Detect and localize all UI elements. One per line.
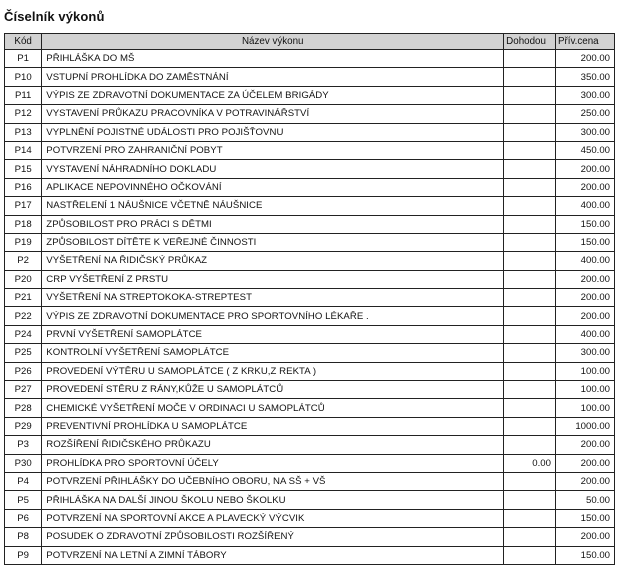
header-name: Název výkonu [42, 34, 504, 50]
cell-name: VYŠETŘENÍ NA ŘIDIČSKÝ PRŮKAZ [42, 252, 504, 270]
cell-code: P3 [5, 436, 42, 454]
cell-price: 100.00 [555, 381, 614, 399]
cell-agreed [504, 307, 556, 325]
cell-price: 200.00 [555, 160, 614, 178]
cell-price: 100.00 [555, 399, 614, 417]
cell-name: ZPŮSOBILOST DÍTĚTE K VEŘEJNÉ ČINNOSTI [42, 233, 504, 251]
table-row [5, 454, 615, 472]
cell-name: VYŠETŘENÍ NA STREPTOKOKA-STREPTEST [42, 289, 504, 307]
table-row [5, 86, 615, 104]
cell-agreed [504, 123, 556, 141]
cell-price: 50.00 [555, 491, 614, 509]
cell-price: 300.00 [555, 123, 614, 141]
cell-agreed [504, 197, 556, 215]
table-row [5, 362, 615, 380]
cell-price: 400.00 [555, 197, 614, 215]
cell-agreed [504, 528, 556, 546]
cell-agreed [504, 472, 556, 490]
cell-code: P27 [5, 381, 42, 399]
cell-code: P4 [5, 472, 42, 490]
cell-price: 200.00 [555, 472, 614, 490]
cell-agreed [504, 68, 556, 86]
cell-name: CRP VYŠETŘENÍ Z PRSTU [42, 270, 504, 288]
cell-price: 400.00 [555, 252, 614, 270]
table-row [5, 160, 615, 178]
table-row [5, 307, 615, 325]
cell-name: VYSTAVENÍ PRŮKAZU PRACOVNÍKA V POTRAVINÁŘSTVÍ [42, 105, 504, 123]
cell-price: 300.00 [555, 86, 614, 104]
table-row [5, 472, 615, 490]
cell-agreed [504, 160, 556, 178]
cell-name: POTVRZENÍ PRO ZAHRANIČNÍ POBYT [42, 141, 504, 159]
cell-code: P16 [5, 178, 42, 196]
cell-code: P19 [5, 233, 42, 251]
cell-code: P28 [5, 399, 42, 417]
cell-code: P22 [5, 307, 42, 325]
cell-name: PREVENTIVNÍ PROHLÍDKA U SAMOPLÁTCE [42, 417, 504, 435]
table-row [5, 528, 615, 546]
cell-code: P5 [5, 491, 42, 509]
cell-price: 200.00 [555, 289, 614, 307]
cell-agreed [504, 399, 556, 417]
table-row [5, 233, 615, 251]
table-row [5, 344, 615, 362]
cell-price: 350.00 [555, 68, 614, 86]
cell-code: P15 [5, 160, 42, 178]
cell-agreed [504, 105, 556, 123]
cell-name: APLIKACE NEPOVINNÉHO OČKOVÁNÍ [42, 178, 504, 196]
services-table [4, 33, 615, 565]
cell-code: P13 [5, 123, 42, 141]
table-row [5, 141, 615, 159]
cell-price: 150.00 [555, 509, 614, 527]
cell-agreed [504, 86, 556, 104]
cell-code: P25 [5, 344, 42, 362]
cell-name: POTVRZENÍ NA SPORTOVNÍ AKCE A PLAVECKÝ VÝCVIK [42, 509, 504, 527]
cell-name: CHEMICKÉ VYŠETŘENÍ MOČE V ORDINACI U SAMOPLÁTCŮ [42, 399, 504, 417]
table-row [5, 178, 615, 196]
cell-price: 150.00 [555, 215, 614, 233]
cell-code: P24 [5, 325, 42, 343]
cell-name: POTVRZENÍ PŘIHLÁŠKY DO UČEBNÍHO OBORU, NA SŠ + VŠ [42, 472, 504, 490]
table-row [5, 509, 615, 527]
table-row [5, 68, 615, 86]
cell-price: 200.00 [555, 436, 614, 454]
cell-agreed [504, 491, 556, 509]
table-row [5, 399, 615, 417]
header-code: Kód [5, 34, 42, 50]
cell-code: P18 [5, 215, 42, 233]
cell-name: KONTROLNÍ VYŠETŘENÍ SAMOPLÁTCE [42, 344, 504, 362]
cell-code: P8 [5, 528, 42, 546]
cell-agreed [504, 233, 556, 251]
cell-agreed [504, 509, 556, 527]
cell-price: 1000.00 [555, 417, 614, 435]
cell-code: P2 [5, 252, 42, 270]
table-header [5, 34, 615, 50]
cell-name: VSTUPNÍ PROHLÍDKA DO ZAMĚSTNÁNÍ [42, 68, 504, 86]
table-row [5, 491, 615, 509]
cell-name: PRVNÍ VYŠETŘENÍ SAMOPLÁTCE [42, 325, 504, 343]
cell-price: 200.00 [555, 50, 614, 68]
cell-name: NASTŘELENÍ 1 NÁUŠNICE VČETNĚ NÁUŠNICE [42, 197, 504, 215]
cell-code: P17 [5, 197, 42, 215]
table-row [5, 381, 615, 399]
cell-agreed [504, 381, 556, 399]
cell-name: PROVEDENÍ VÝTĚRU U SAMOPLÁTCE ( Z KRKU,Z REKTA ) [42, 362, 504, 380]
cell-price: 400.00 [555, 325, 614, 343]
cell-name: VÝPIS ZE ZDRAVOTNÍ DOKUMENTACE PRO SPORTOVNÍHO LÉKAŘE . [42, 307, 504, 325]
table-row [5, 215, 615, 233]
table-row [5, 50, 615, 68]
cell-agreed [504, 50, 556, 68]
table-row [5, 436, 615, 454]
cell-name: ZPŮSOBILOST PRO PRÁCI S DĚTMI [42, 215, 504, 233]
cell-agreed [504, 362, 556, 380]
header-price: Přív.cena [555, 34, 614, 50]
cell-agreed [504, 215, 556, 233]
cell-agreed [504, 325, 556, 343]
cell-agreed [504, 289, 556, 307]
cell-name: PŘIHLÁŠKA NA DALŠÍ JINOU ŠKOLU NEBO ŠKOLKU [42, 491, 504, 509]
cell-name: PROVEDENÍ STĚRU Z RÁNY,KŮŽE U SAMOPLÁTCŮ [42, 381, 504, 399]
table-row [5, 123, 615, 141]
cell-name: POSUDEK O ZDRAVOTNÍ ZPŮSOBILOSTI ROZŠÍŘENÝ [42, 528, 504, 546]
cell-code: P10 [5, 68, 42, 86]
cell-code: P12 [5, 105, 42, 123]
cell-price: 150.00 [555, 233, 614, 251]
table-row [5, 197, 615, 215]
cell-price: 300.00 [555, 344, 614, 362]
cell-code: P20 [5, 270, 42, 288]
cell-price: 200.00 [555, 528, 614, 546]
cell-price: 250.00 [555, 105, 614, 123]
table-row [5, 289, 615, 307]
cell-price: 200.00 [555, 454, 614, 472]
cell-code: P21 [5, 289, 42, 307]
cell-name: POTVRZENÍ NA LETNÍ A ZIMNÍ TÁBORY [42, 546, 504, 564]
cell-code: P26 [5, 362, 42, 380]
cell-code: P29 [5, 417, 42, 435]
cell-agreed [504, 141, 556, 159]
cell-agreed [504, 252, 556, 270]
cell-name: VYPLNĚNÍ POJISTNÉ UDÁLOSTI PRO POJIŠŤOVNU [42, 123, 504, 141]
table-row [5, 252, 615, 270]
table-row [5, 325, 615, 343]
cell-price: 200.00 [555, 307, 614, 325]
cell-agreed [504, 436, 556, 454]
table-row [5, 105, 615, 123]
table-row [5, 270, 615, 288]
cell-name: VYSTAVENÍ NÁHRADNÍHO DOKLADU [42, 160, 504, 178]
cell-name: PŘIHLÁŠKA DO MŠ [42, 50, 504, 68]
table-body [5, 50, 615, 565]
cell-code: P30 [5, 454, 42, 472]
cell-code: P1 [5, 50, 42, 68]
cell-agreed [504, 178, 556, 196]
cell-code: P9 [5, 546, 42, 564]
cell-price: 200.00 [555, 270, 614, 288]
cell-code: P14 [5, 141, 42, 159]
table-row [5, 417, 615, 435]
cell-agreed [504, 270, 556, 288]
page-title: Číselník výkonů [4, 9, 105, 24]
cell-price: 200.00 [555, 178, 614, 196]
cell-code: P11 [5, 86, 42, 104]
table-header-row [5, 34, 615, 50]
cell-price: 150.00 [555, 546, 614, 564]
cell-price: 100.00 [555, 362, 614, 380]
cell-name: VÝPIS ZE ZDRAVOTNÍ DOKUMENTACE ZA ÚČELEM BRIGÁDY [42, 86, 504, 104]
cell-price: 450.00 [555, 141, 614, 159]
cell-name: ROZŠÍŘENÍ ŘIDIČSKÉHO PRŮKAZU [42, 436, 504, 454]
cell-agreed: 0.00 [504, 454, 556, 472]
header-agreed: Dohodou [504, 34, 556, 50]
cell-agreed [504, 344, 556, 362]
cell-name: PROHLÍDKA PRO SPORTOVNÍ ÚČELY [42, 454, 504, 472]
cell-agreed [504, 417, 556, 435]
cell-code: P6 [5, 509, 42, 527]
